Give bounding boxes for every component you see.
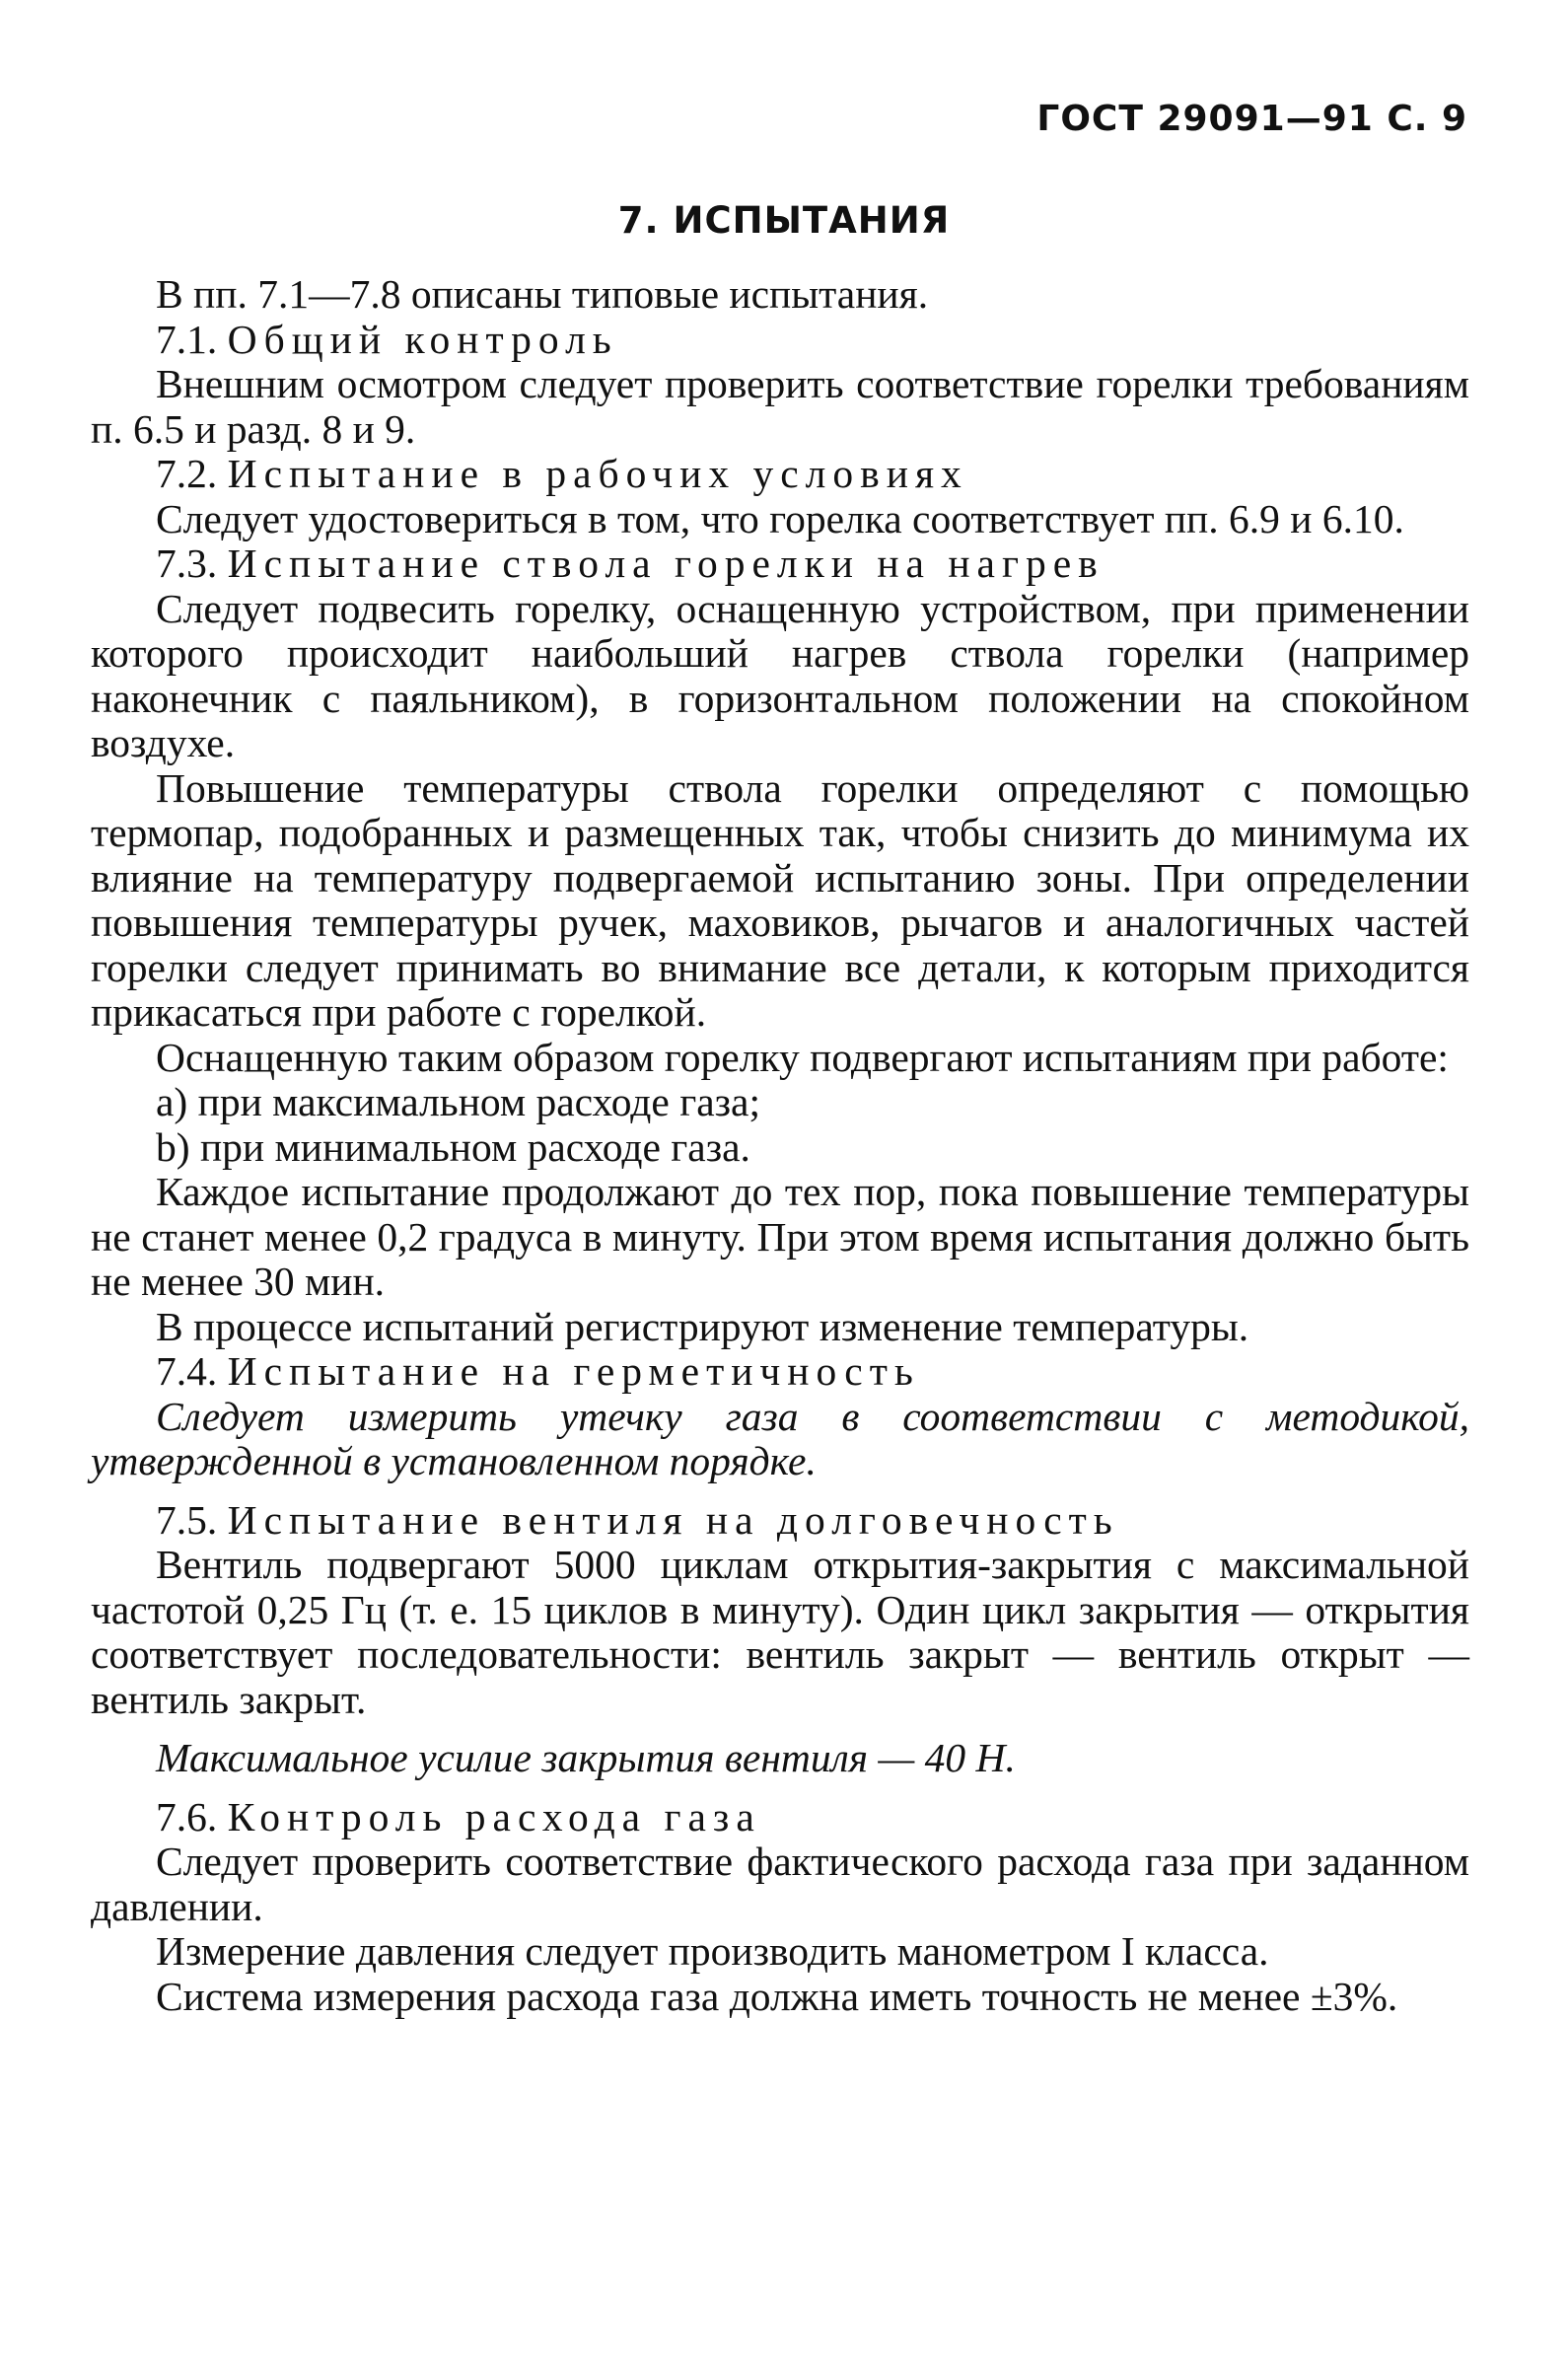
heading-text: Испытание вентиля на долговечность — [227, 1496, 1119, 1543]
heading-number: 7.5. — [156, 1496, 218, 1543]
heading-number: 7.4. — [156, 1348, 218, 1394]
paragraph-7-6-1: Следует проверить соответствие фактического расхода газа при заданном давлении. — [91, 1838, 1469, 1929]
heading-number: 7.6. — [156, 1793, 218, 1839]
page-header: ГОСТ 29091—91 С. 9 — [1036, 99, 1467, 139]
heading-7-5 — [91, 1498, 1469, 1544]
paragraph-7-3-2: Повышение температуры ствола горелки определяют с помощью термопар, подобранных и размещенных так, чтобы снизить до минимума их влияние на температуру подвергаемой испытанию зоны. При определении повышения температуры ручек, маховиков, рычагов и аналогичных частей горелки следует принимать во внимание все детали, к которым приходится прикасаться при работе с горелкой. — [91, 764, 1469, 1035]
paragraph-7-3-5: В процессе испытаний регистрируют изменение температуры. — [156, 1303, 1249, 1349]
heading-number: 7.1. — [156, 316, 218, 362]
paragraph-7-3-3: Оснащенную таким образом горелку подвергают испытаниям при работе: — [156, 1034, 1449, 1080]
section-title: 7. ИСПЫТАНИЯ — [617, 199, 951, 242]
paragraph-7-5-2: Максимальное усилие закрытия вентиля — 40 Н. — [156, 1735, 1016, 1780]
heading-7-6 — [91, 1795, 1469, 1840]
heading-text: Контроль расхода газа — [227, 1793, 761, 1839]
list-item-b: b) при минимальном расходе газа. — [156, 1123, 750, 1170]
heading-7-3 — [91, 541, 1469, 587]
heading-number: 7.2. — [156, 451, 218, 496]
list-item-a: а) при максимальном расходе газа; — [156, 1079, 760, 1124]
paragraph-7-6-2: Измерение давления следует производить манометром I класса. — [156, 1928, 1269, 1974]
heading-7-4 — [91, 1349, 1469, 1395]
paragraph-7-5-1: Вентиль подвергают 5000 циклам открытия-закрытия с максимальной частотой 0,25 Гц (т. е. 15 циклов в минуту). Один цикл закрытия — открытия соответствует последовательности: вентиль закрыт — вентиль открыт — вентиль закрыт. — [91, 1542, 1469, 1722]
intro-paragraph: В пп. 7.1—7.8 описаны типовые испытания. — [156, 271, 929, 317]
paragraph-7-1: Внешним осмотром следует проверить соответствие горелки требованиям п. 6.5 и разд. 8 и 9. — [91, 361, 1469, 452]
paragraph-7-6-3: Система измерения расхода газа должна иметь точность не менее ±3%. — [156, 1973, 1398, 2019]
heading-text: Испытание на герметичность — [227, 1348, 920, 1394]
paragraph-7-4: Следует измерить утечку газа в соответствии с методикой, утвержденной в установленном порядке. — [91, 1393, 1469, 1483]
heading-text: Общий контроль — [227, 316, 618, 362]
paragraph-7-2: Следует удостовериться в том, что горелка соответствует пп. 6.9 и 6.10. — [156, 495, 1404, 541]
paragraph-7-3-1: Следует подвесить горелку, оснащенную устройством, при применении которого происходит наибольший нагрев ствола горелки (например наконечник с паяльником), в горизонтальном положении на спокойном воздухе. — [91, 585, 1469, 765]
heading-7-2 — [91, 452, 1469, 497]
heading-text: Испытание ствола горелки на нагрев — [227, 541, 1105, 586]
document-body — [91, 272, 1469, 2019]
heading-text: Испытание в рабочих условиях — [227, 451, 968, 496]
heading-number: 7.3. — [156, 541, 218, 586]
paragraph-7-3-4: Каждое испытание продолжают до тех пор, пока повышение температуры не станет менее 0,2 градуса в минуту. При этом время испытания должно быть не менее 30 мин. — [91, 1169, 1469, 1304]
heading-7-1 — [91, 318, 1469, 363]
